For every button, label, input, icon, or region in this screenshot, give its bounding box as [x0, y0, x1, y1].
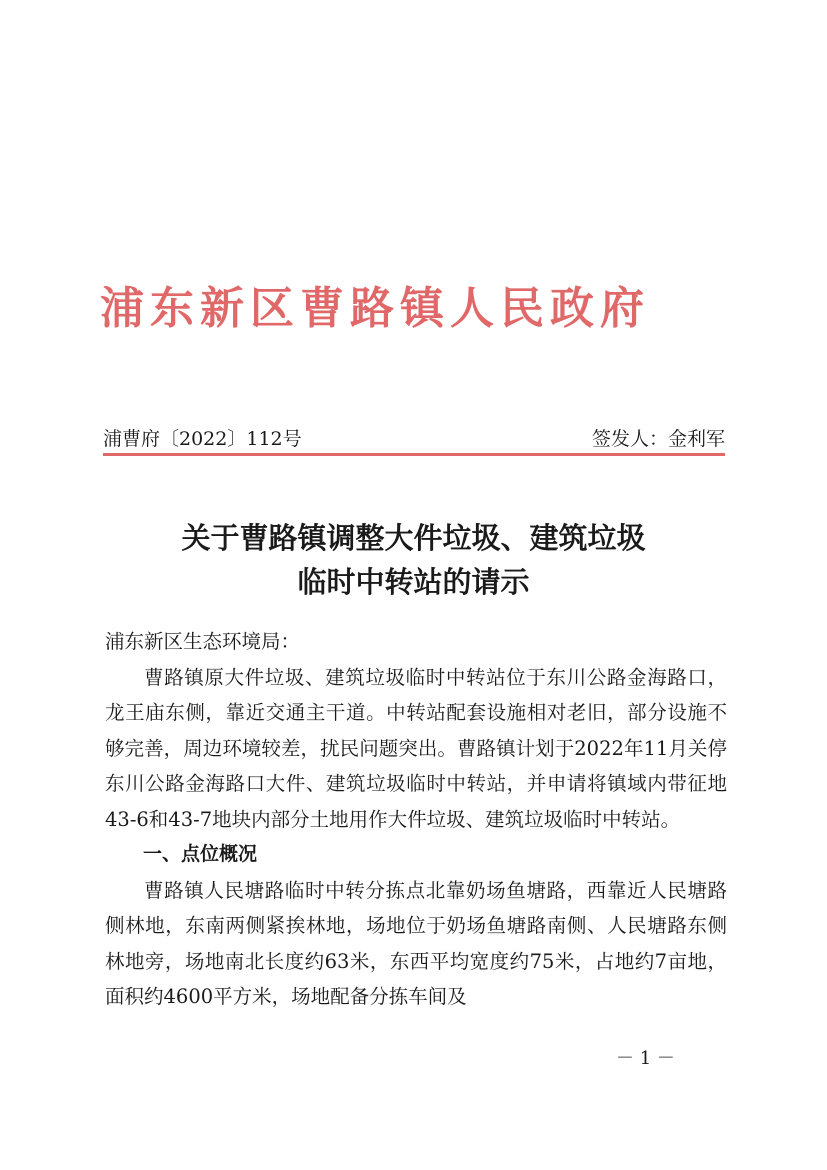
header-divider — [103, 453, 725, 456]
paragraph-2: 曹路镇人民塘路临时中转分拣点北靠奶场鱼塘路，西靠近人民塘路侧林地，东南两侧紧挨林地，场地位于奶场鱼塘路南侧、人民塘路东侧林地旁，场地南北长度约63米，东西平均宽度约75米，占地约7亩地，面积约4600平方米，场地配备分拣车间及 — [105, 878, 727, 1008]
title-line-2: 临时中转站的请示 — [297, 565, 530, 599]
recipient: 浦东新区生态环境局： — [105, 630, 301, 653]
document-number: 浦曹府〔2022〕112号 — [103, 428, 302, 450]
paragraph-1: 曹路镇原大件垃圾、建筑垃圾临时中转站位于东川公路金海路口，龙王庙东侧，靠近交通主干道。中转站配套设施相对老旧，部分设施不够完善，周边环境较差，扰民问题突出。曹路镇计划于2022年11月关停东川公路金海路口大件、建筑垃圾临时中转站，并申请将镇域内带征地43-6和43-7地块内部分土地用作大件垃圾、建筑垃圾临时中转站。 — [105, 665, 727, 831]
section-heading-1: 一、点位概况 — [143, 843, 258, 865]
document-body — [105, 624, 727, 1015]
page-number: － 1 － — [616, 1048, 675, 1069]
signer: 签发人：金利军 — [591, 428, 725, 450]
issuing-agency-header: 浦东新区曹路镇人民政府 — [100, 283, 650, 334]
title-line-1: 关于曹路镇调整大件垃圾、建筑垃圾 — [181, 521, 646, 555]
document-title — [100, 516, 727, 604]
